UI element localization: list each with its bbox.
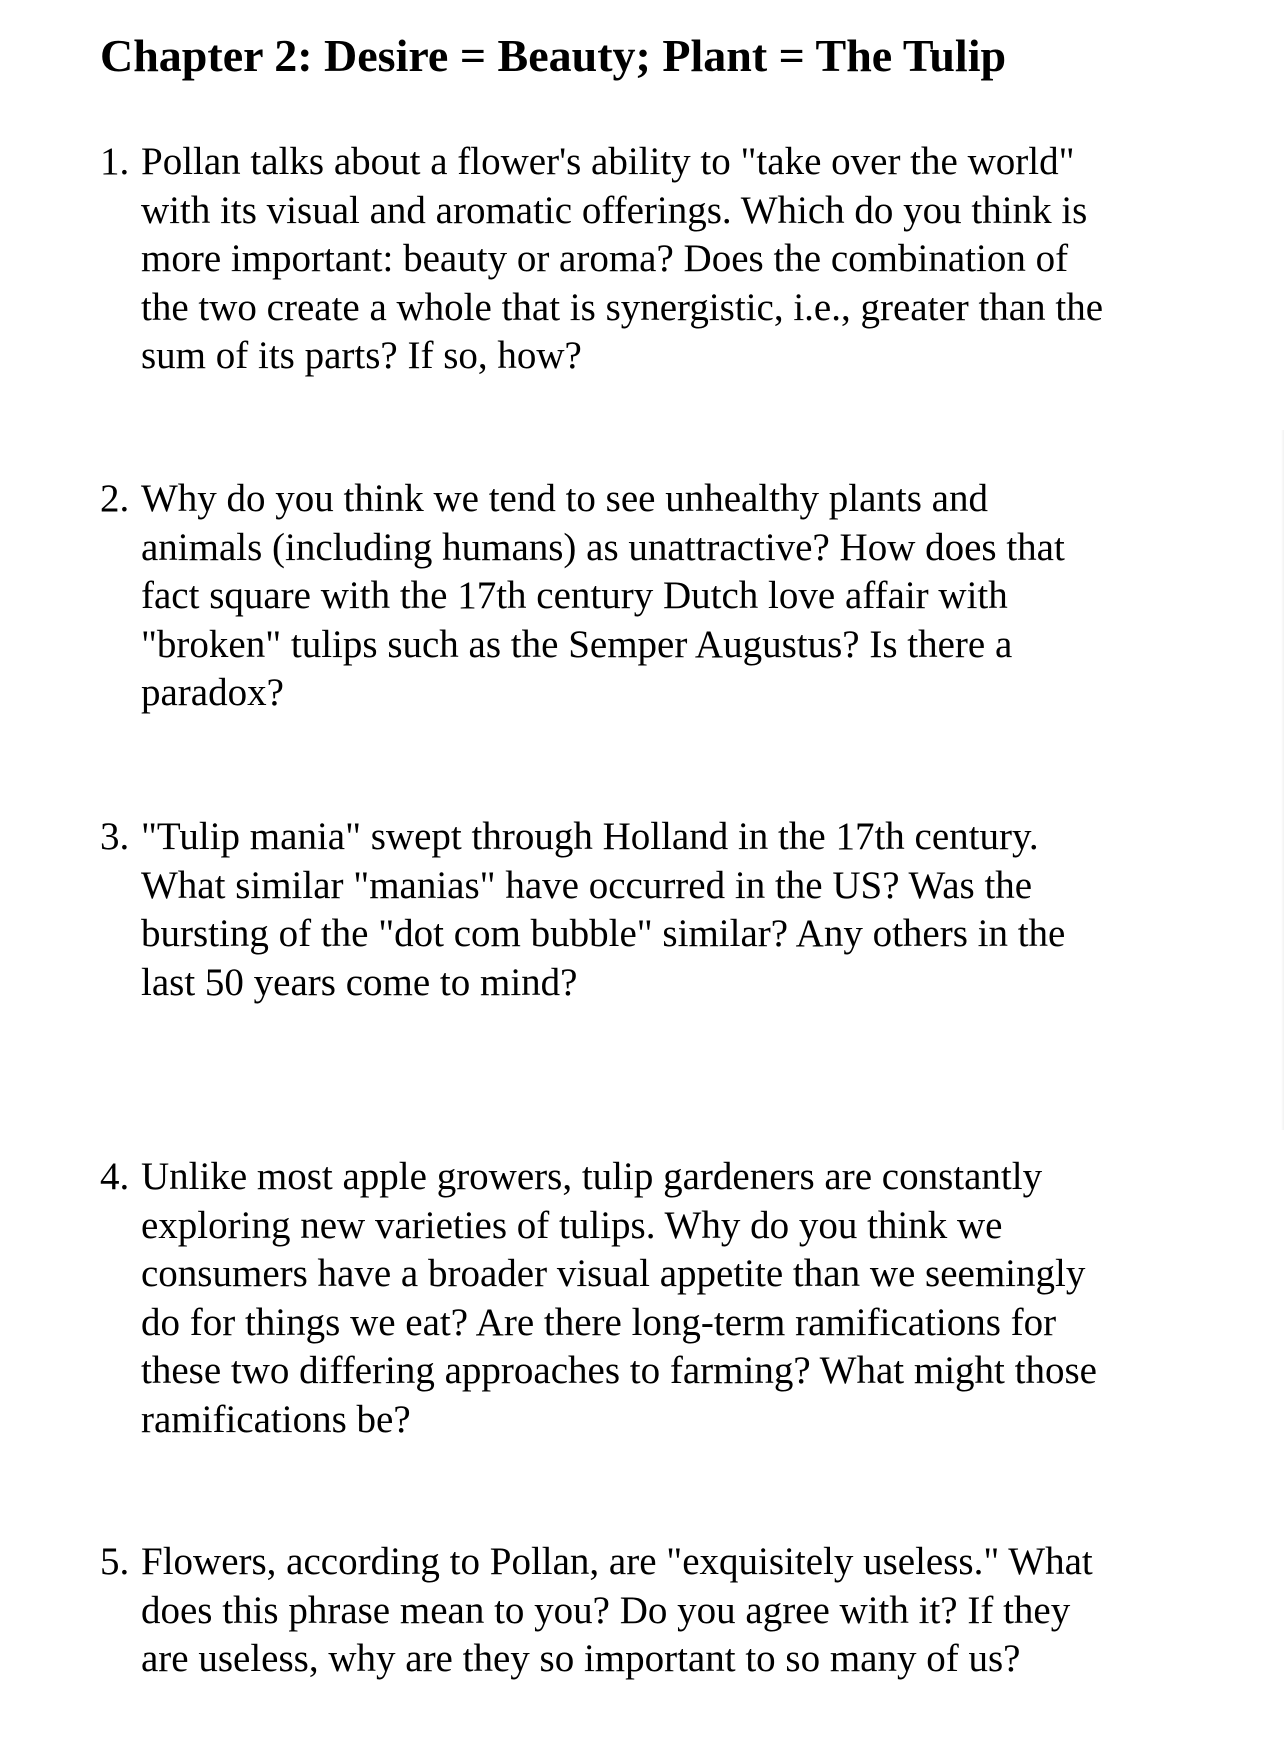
question-line: bursting of the "dot com bubble" similar? Any others in the (141, 912, 1066, 955)
question-line: ramifications be? (141, 1397, 411, 1441)
question-5 (100, 1538, 1180, 1684)
question-line: does this phrase mean to you? Do you agree with it? If they (141, 1588, 1071, 1632)
question-line: animals (including humans) as unattractive? How does that (141, 525, 1065, 569)
question-text (141, 1538, 1180, 1684)
question-line: Flowers, according to Pollan, are "exquisitely useless." What (141, 1540, 1093, 1583)
question-line: Unlike most apple growers, tulip gardeners are constantly (141, 1155, 1043, 1198)
question-number: 2. (100, 477, 130, 520)
question-line: exploring new varieties of tulips. Why do you think we (141, 1203, 1003, 1247)
question-line: Why do you think we tend to see unhealthy plants and (141, 477, 988, 520)
question-number: 5. (100, 1540, 130, 1583)
question-line: last 50 years come to mind? (141, 960, 578, 1004)
question-line: Pollan talks about a flower's ability to "take over the world" (141, 140, 1075, 183)
question-line: are useless, why are they so important to so many of us? (141, 1637, 1021, 1680)
question-line: sum of its parts? If so, how? (141, 334, 582, 377)
question-line: fact square with the 17th century Dutch love affair with (141, 574, 1008, 617)
question-3 (100, 813, 1180, 1007)
question-line: do for things we eat? Are there long-term ramifications for (141, 1300, 1057, 1344)
question-line: consumers have a broader visual appetite than we seemingly (141, 1252, 1086, 1295)
question-line: more important: beauty or aroma? Does the combination of (141, 237, 1069, 280)
question-number: 4. (100, 1155, 130, 1198)
question-text (141, 138, 1180, 381)
question-line: with its visual and aromatic offerings. Which do you think is (141, 188, 1088, 232)
question-line: "broken" tulips such as the Semper Augustus? Is there a (141, 622, 1013, 666)
question-line: paradox? (141, 671, 284, 714)
question-1 (100, 138, 1180, 381)
chapter-title: Chapter 2: Desire = Beauty; Plant = The Tulip (100, 30, 1007, 81)
question-4 (100, 1153, 1180, 1444)
question-line: the two create a whole that is synergistic, i.e., greater than the (141, 285, 1104, 329)
question-number: 3. (100, 815, 130, 858)
question-line: these two differing approaches to farming? What might those (141, 1349, 1097, 1392)
question-line: What similar "manias" have occurred in the US? Was the (141, 863, 1033, 907)
question-number: 1. (100, 140, 130, 183)
question-2 (100, 475, 1180, 718)
question-line: "Tulip mania" swept through Holland in the 17th century. (141, 815, 1039, 858)
question-text (141, 1153, 1180, 1444)
question-text (141, 475, 1180, 718)
question-text (141, 813, 1180, 1007)
